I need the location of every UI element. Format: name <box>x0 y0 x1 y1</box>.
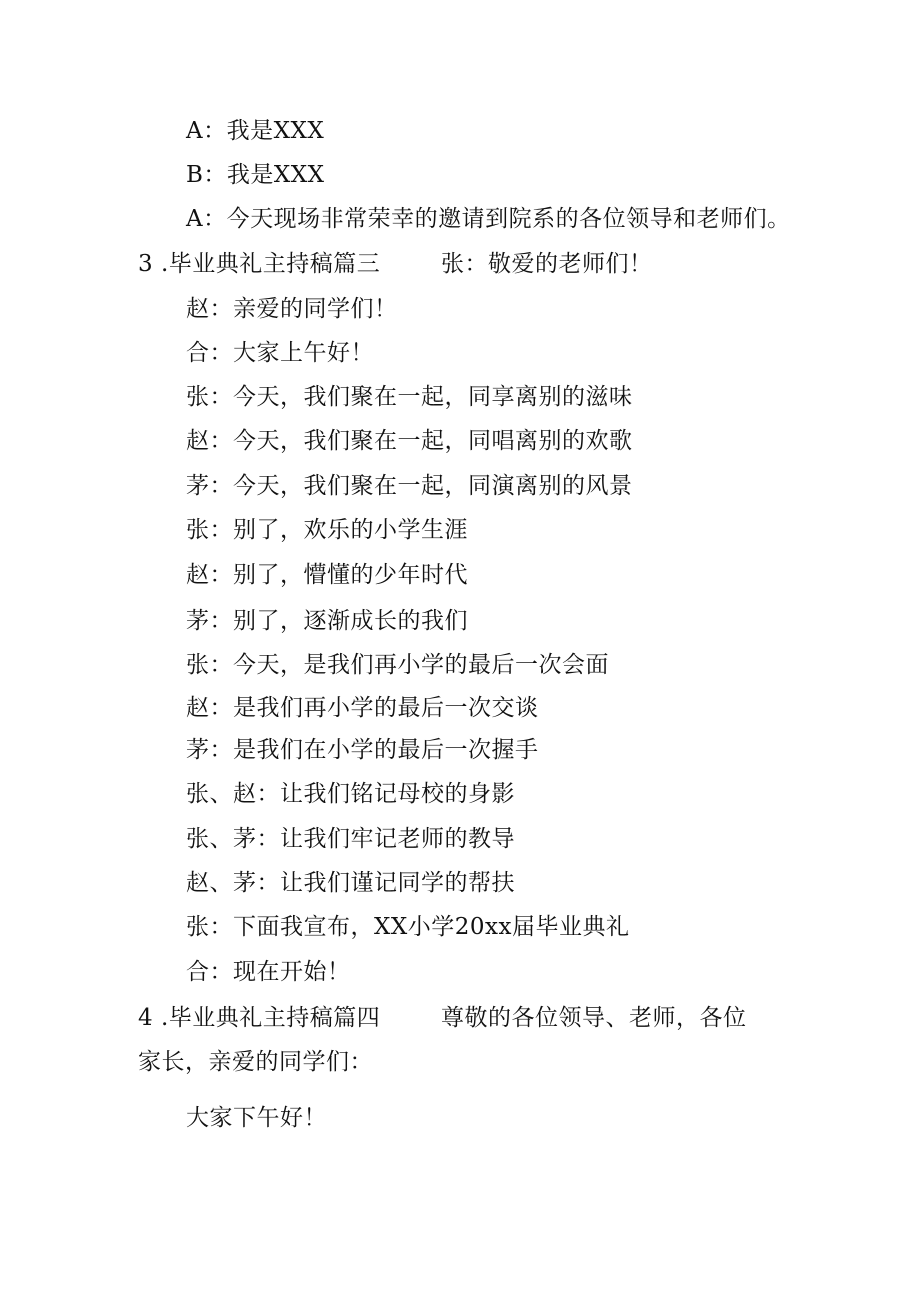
text-line: 张：下面我宣布，XX小学20xx届毕业典礼 <box>186 914 630 940</box>
text-line: 大家下午好！ <box>186 1105 327 1131</box>
text-line: 张：今天，我们聚在一起，同享离别的滋味 <box>186 384 633 410</box>
section-heading: 4 .毕业典礼主持稿篇四 <box>138 1005 381 1031</box>
section-heading: 3 .毕业典礼主持稿篇三 <box>138 251 381 277</box>
text-line: 家长，亲爱的同学们： <box>138 1049 373 1075</box>
text-line: 合：现在开始！ <box>186 959 351 985</box>
text-line: B：我是XXX <box>186 162 325 188</box>
text-line: A：今天现场非常荣幸的邀请到院系的各位领导和老师们。 <box>186 206 791 232</box>
text-line: 张、赵：让我们铭记母校的身影 <box>186 781 515 807</box>
text-line: 合：大家上午好！ <box>186 340 374 366</box>
text-line: 茅：别了，逐渐成长的我们 <box>186 608 468 634</box>
text-line: 张、茅：让我们牢记老师的教导 <box>186 826 515 852</box>
text-line: 张：敬爱的老师们！ <box>441 251 653 277</box>
text-line: 赵、茅：让我们谨记同学的帮扶 <box>186 870 515 896</box>
text-line: 茅：是我们在小学的最后一次握手 <box>186 737 539 763</box>
text-line: A：我是XXX <box>186 118 325 144</box>
text-line: 赵：别了，懵懂的少年时代 <box>186 562 468 588</box>
text-line: 尊敬的各位领导、老师，各位 <box>441 1005 747 1031</box>
text-line: 赵：亲爱的同学们！ <box>186 296 398 322</box>
text-line: 张：今天，是我们再小学的最后一次会面 <box>186 652 609 678</box>
text-line: 张：别了，欢乐的小学生涯 <box>186 517 468 543</box>
text-line: 茅：今天，我们聚在一起，同演离别的风景 <box>186 473 633 499</box>
text-line: 赵：今天，我们聚在一起，同唱离别的欢歌 <box>186 428 633 454</box>
text-line: 赵：是我们再小学的最后一次交谈 <box>186 695 539 721</box>
